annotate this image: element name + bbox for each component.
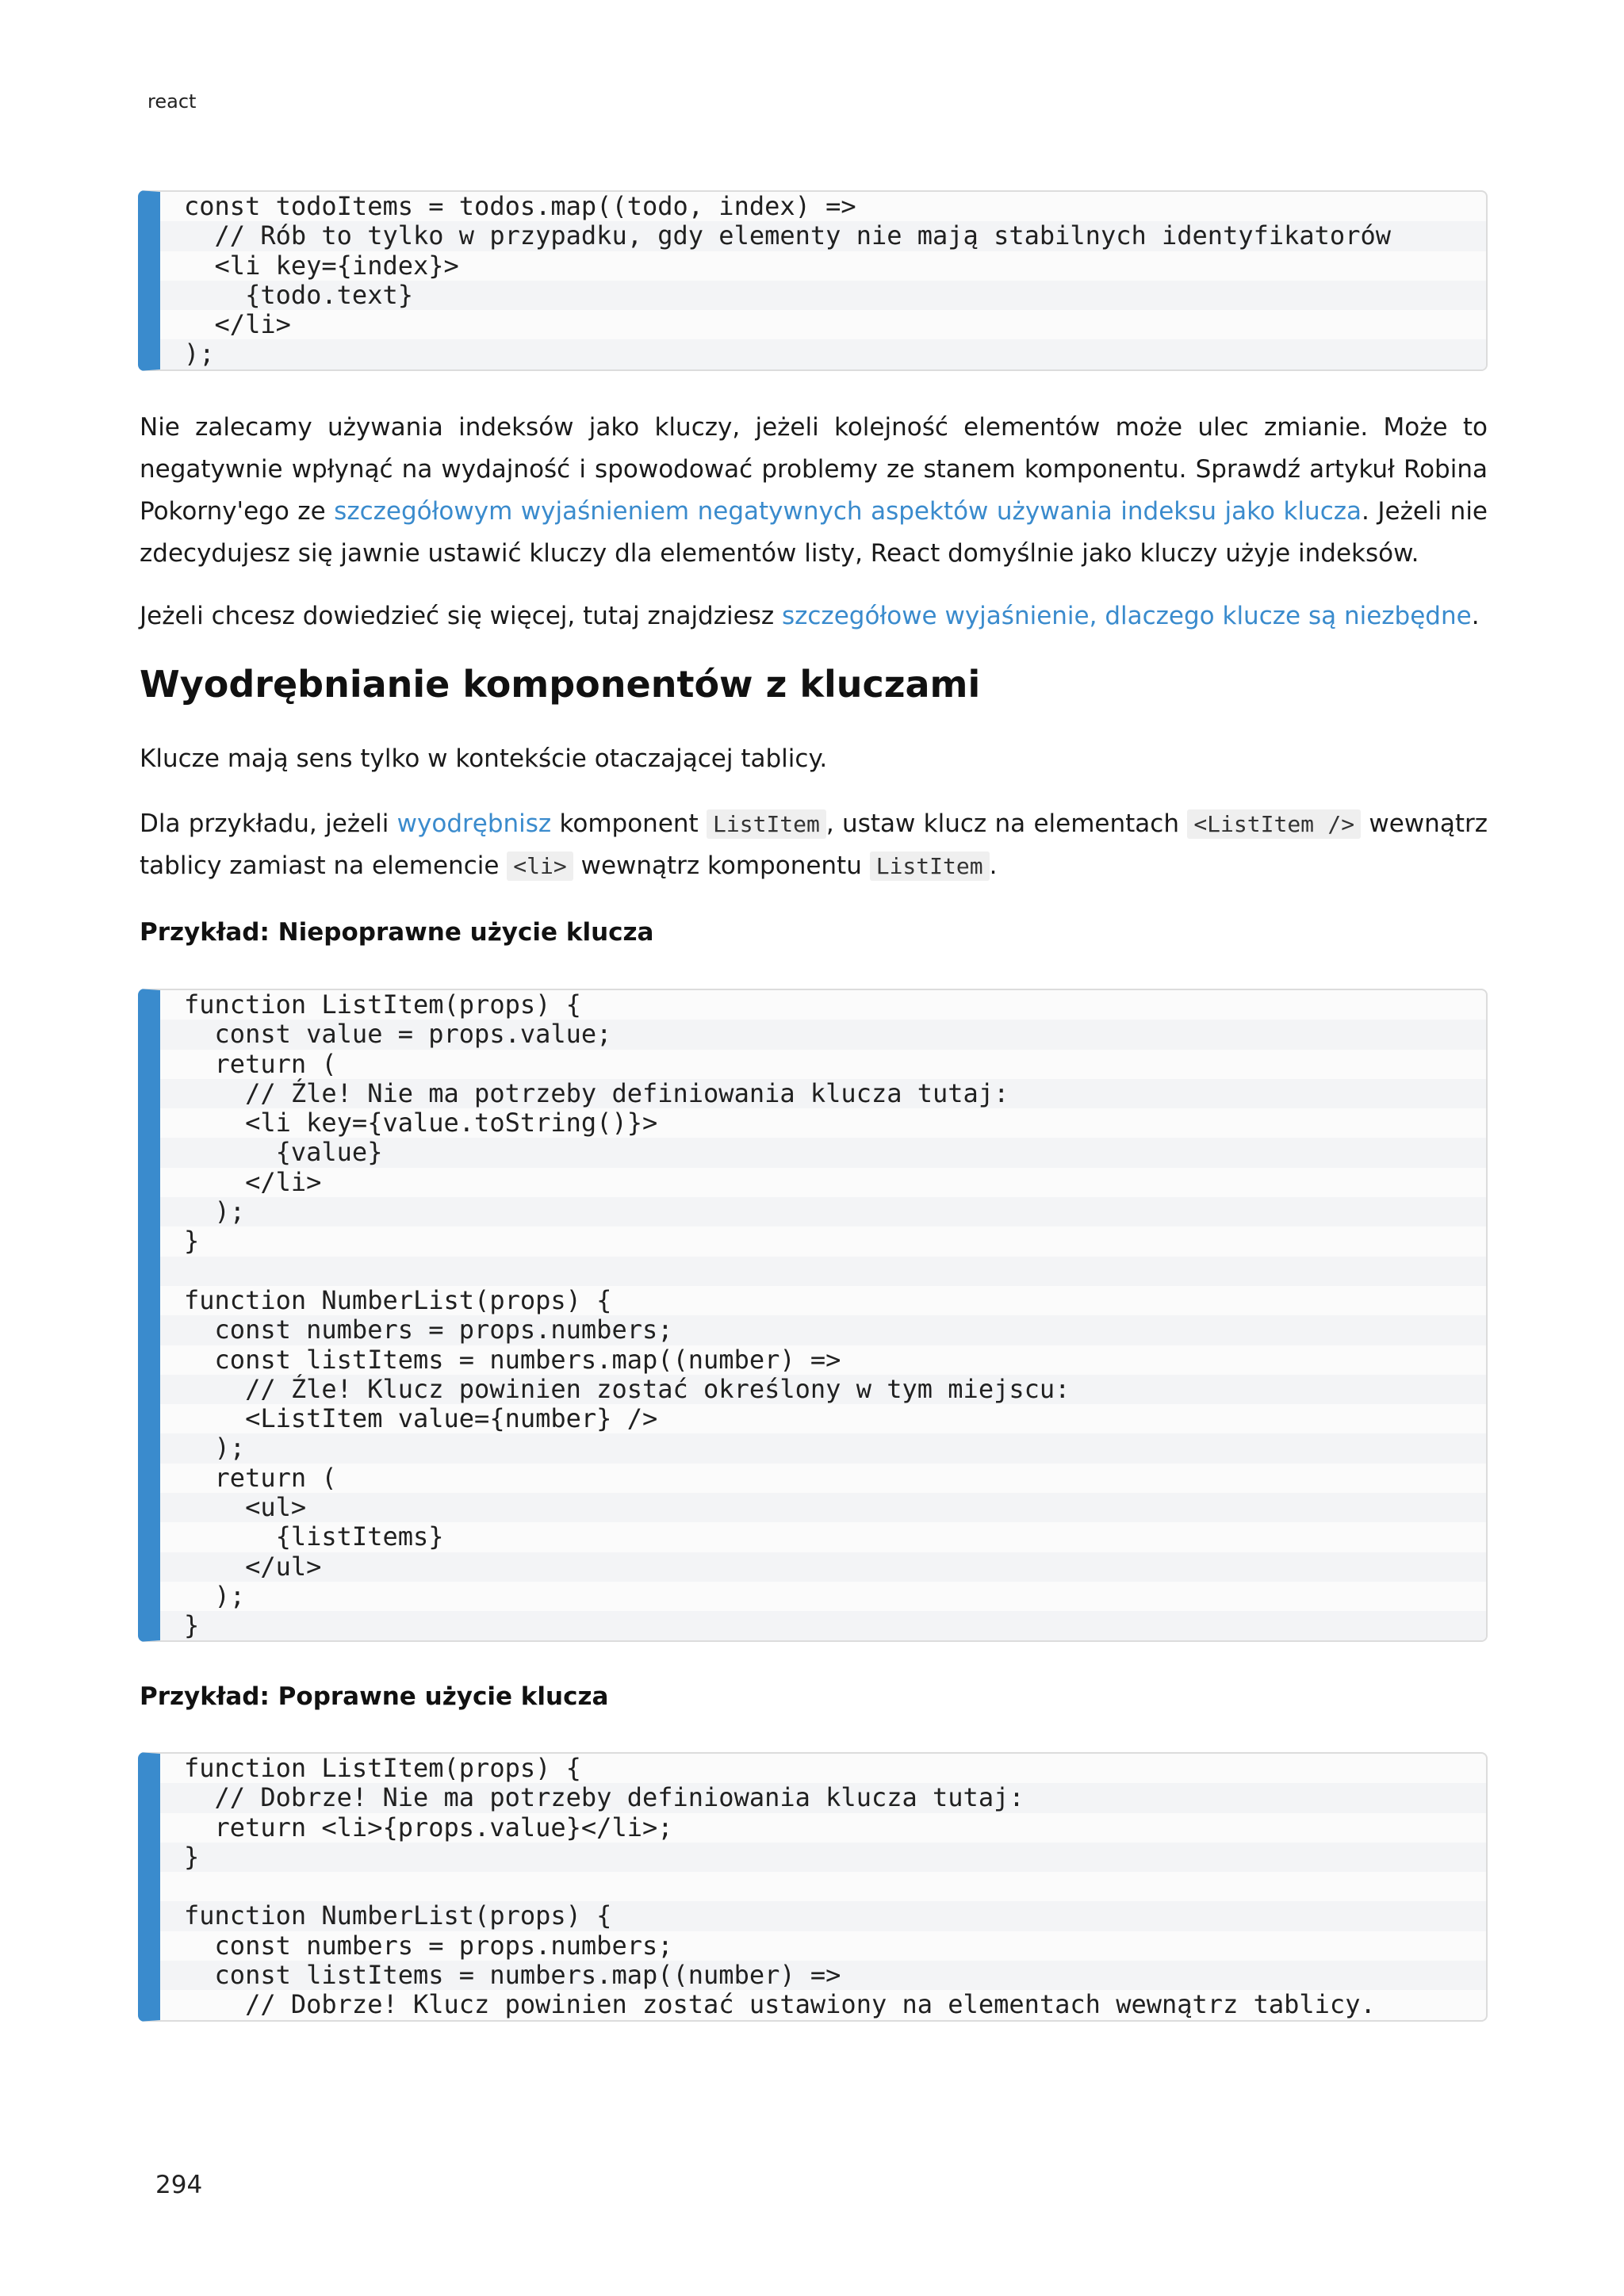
page-number: 294 — [155, 2171, 203, 2199]
code-line: const listItems = numbers.map((number) => — [184, 1344, 841, 1375]
code-block-incorrect-usage — [138, 989, 1488, 1642]
code-line: // Źle! Klucz powinien zostać określony w tym miejscu: — [160, 1375, 1486, 1404]
paragraph-index-keys — [140, 407, 1488, 575]
code-line: ); — [160, 339, 1486, 369]
paragraph-text: . — [989, 851, 998, 880]
code-line: return ( — [184, 1462, 337, 1493]
code-line: return ( — [184, 1048, 337, 1079]
running-header: react — [147, 90, 197, 113]
code-line: const value = props.value; — [160, 1020, 1486, 1049]
paragraph-text: Klucze mają sens tylko w kontekście otaczającej tablicy. — [140, 744, 828, 773]
code-line: {value} — [160, 1138, 1486, 1167]
paragraph-text: Jeżeli chcesz dowiedzieć się więcej, tutaj znajdziesz — [140, 602, 782, 630]
code-line: const numbers = props.numbers; — [160, 1315, 1486, 1345]
code-line: } — [160, 1843, 1486, 1872]
code-line: function NumberList(props) { — [160, 1901, 1486, 1931]
section-heading: Wyodrębnianie komponentów z kluczami — [140, 663, 981, 706]
code-line: <ul> — [160, 1493, 1486, 1522]
paragraph-text: wewnątrz tablicy zamiast na elemencie — [140, 809, 1488, 880]
code-block-todo-items — [138, 190, 1488, 371]
code-line: <li key={value.toString()}> — [184, 1108, 658, 1138]
paragraph-text: , ustaw klucz na elementach — [825, 809, 1188, 838]
code-line: function ListItem(props) { — [184, 1753, 581, 1783]
code-line: const todoItems = todos.map((todo, index) => — [184, 191, 856, 221]
paragraph-text: wewnątrz komponentu — [573, 851, 870, 880]
code-line: // Dobrze! Nie ma potrzeby definiowania klucza tutaj: — [160, 1783, 1486, 1812]
code-line: </ul> — [160, 1552, 1486, 1582]
code-line: <ListItem value={number} /> — [184, 1403, 658, 1434]
code-line: function NumberList(props) { — [184, 1284, 612, 1315]
code-line: ); — [184, 1580, 246, 1611]
code-line — [184, 1872, 1486, 1901]
paragraph-text: . — [1471, 602, 1480, 630]
code-content — [184, 1754, 1486, 2020]
code-line: // Dobrze! Klucz powinien zostać ustawiony na elementach wewnątrz tablicy. — [184, 1989, 1376, 2020]
code-line: } — [184, 1226, 200, 1257]
inline-code: ListItem — [707, 809, 826, 839]
code-line — [160, 1257, 1486, 1286]
paragraph-text: Nie zalecamy używania indeksów jako kluczy, jeżeli kolejność elementów może ulec zmianie. Może to negatywnie wpłynąć na wydajność i spowodować problemy ze stanem komponentu. Sprawdź artykuł Robina Pokorny'ego ze — [140, 413, 1488, 526]
link-extract[interactable]: wyodrębnisz — [396, 809, 552, 838]
inline-code: <li> — [507, 851, 573, 881]
code-line: const listItems = numbers.map((number) => — [160, 1961, 1486, 1990]
link-negative-aspects[interactable]: szczegółowym wyjaśnieniem negatywnych aspektów używania indeksu jako klucza — [334, 497, 1362, 526]
code-content — [184, 192, 1486, 369]
code-line: {listItems} — [184, 1521, 444, 1552]
code-line: ); — [160, 1197, 1486, 1226]
paragraph-text: . Jeżeli nie zdecydujesz się jawnie ustawić kluczy dla elementów listy, React domyślnie jako kluczy użyje indeksów. — [140, 497, 1488, 568]
code-line: {todo.text} — [160, 281, 1486, 310]
code-line: </li> — [184, 309, 291, 340]
paragraph-extract-example — [140, 803, 1488, 887]
code-line: // Rób to tylko w przypadku, gdy elementy nie mają stabilnych identyfikatorów — [160, 221, 1486, 251]
code-line: // Źle! Nie ma potrzeby definiowania klucza tutaj: — [160, 1079, 1486, 1108]
code-content — [184, 990, 1486, 1641]
code-line: <li key={index}> — [184, 250, 459, 281]
inline-code: ListItem — [870, 851, 990, 881]
link-why-keys-necessary[interactable]: szczegółowe wyjaśnienie, dlaczego klucze są niezbędne — [781, 602, 1472, 630]
code-line: const numbers = props.numbers; — [184, 1930, 673, 1961]
example-correct-title: Przykład: Poprawne użycie klucza — [140, 1682, 609, 1711]
paragraph-text: komponent — [551, 809, 707, 838]
paragraph-context — [140, 738, 1488, 780]
code-block-correct-usage — [138, 1752, 1488, 2022]
paragraph-text: Dla przykładu, jeżeli — [140, 809, 397, 838]
paragraph-learn-more — [140, 595, 1488, 637]
example-incorrect-title: Przykład: Niepoprawne użycie klucza — [140, 918, 654, 947]
code-line: return <li>{props.value}</li>; — [184, 1812, 673, 1843]
code-line: function ListItem(props) { — [184, 989, 581, 1020]
code-line: } — [160, 1611, 1486, 1640]
code-line: </li> — [184, 1166, 322, 1197]
code-line: ); — [160, 1433, 1486, 1463]
inline-code: <ListItem /> — [1187, 809, 1361, 839]
